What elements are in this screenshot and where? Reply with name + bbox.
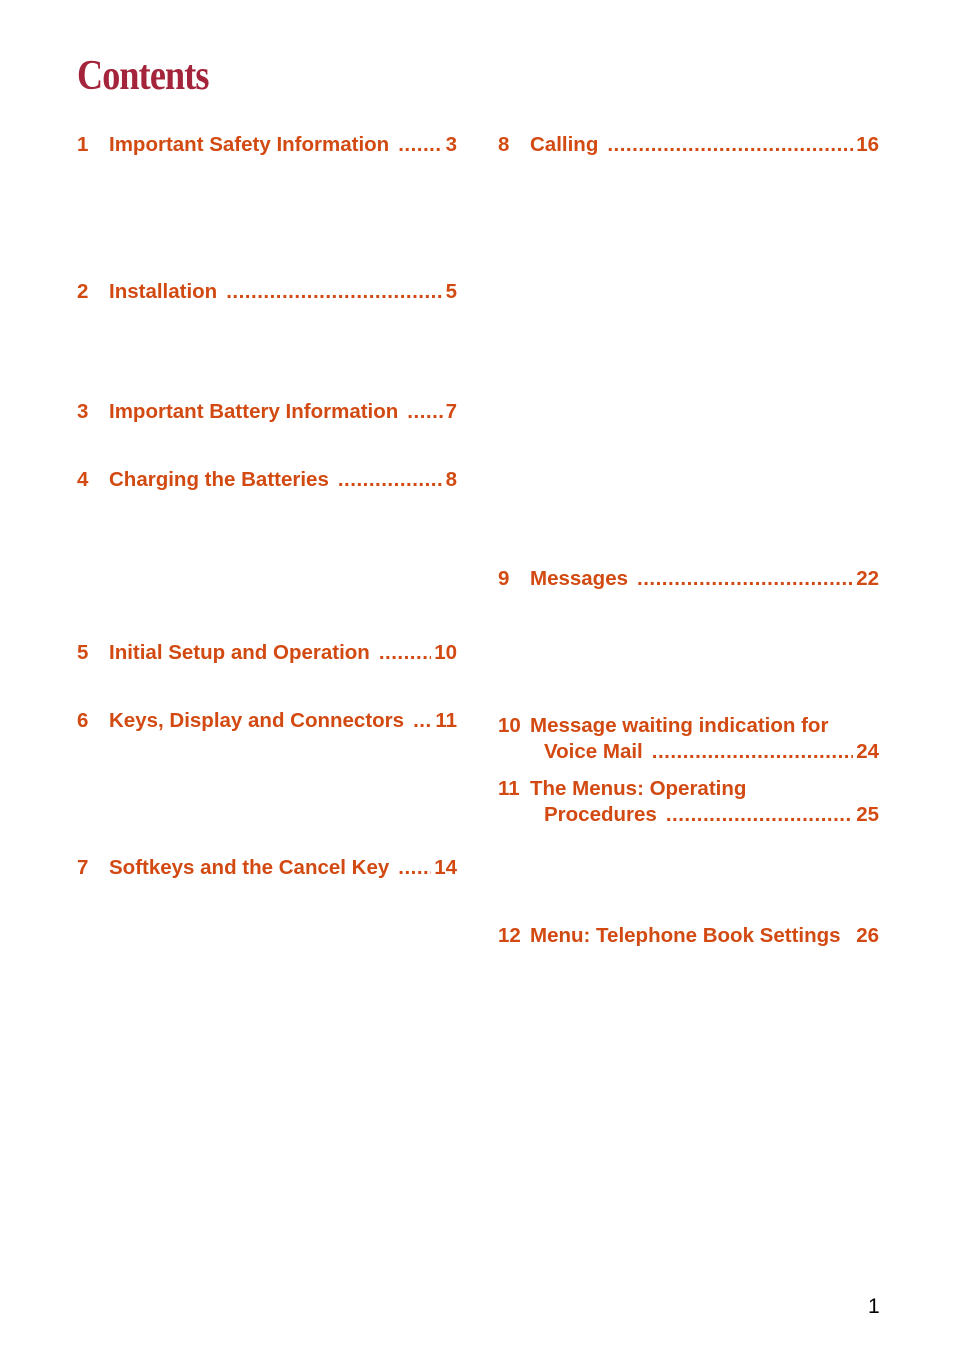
toc-entry-label: Messages — [530, 567, 629, 590]
dot-leader — [652, 739, 853, 765]
toc-entry-page: 25 — [856, 803, 879, 826]
toc-entry-page: 7 — [445, 400, 457, 423]
toc-entry-page: 10 — [434, 641, 457, 664]
toc-entry-1[interactable] — [77, 132, 457, 158]
toc-entry-number: 2 — [77, 280, 89, 303]
toc-entry-page: 22 — [856, 567, 879, 590]
toc-entry-number: 7 — [77, 856, 89, 879]
toc-entry-page: 14 — [434, 856, 457, 879]
toc-entry-label: Softkeys and the Cancel Key — [109, 856, 390, 879]
toc-entry-number: 3 — [77, 400, 89, 423]
toc-entry-label: Charging the Batteries — [109, 468, 329, 491]
dot-leader — [338, 467, 443, 493]
toc-entry-number: 10 — [498, 714, 521, 737]
toc-entry-11[interactable] — [498, 776, 879, 828]
toc-entry-7[interactable] — [77, 855, 457, 881]
toc-entry-2[interactable] — [77, 279, 457, 305]
toc-entry-10[interactable] — [498, 713, 879, 765]
toc-entry-3[interactable] — [77, 399, 457, 425]
toc-entry-label: Important Safety Information — [109, 133, 390, 156]
dot-leader — [398, 855, 431, 881]
page-title: Contents — [77, 53, 209, 99]
toc-entry-page: 24 — [856, 740, 879, 763]
toc-entry-label: Keys, Display and Connectors — [109, 709, 405, 732]
toc-entry-page: 26 — [856, 924, 879, 947]
toc-entry-number: 11 — [498, 777, 520, 800]
toc-entry-page: 11 — [435, 709, 457, 732]
toc-entry-label: Message waiting indication for — [530, 714, 829, 737]
toc-entry-page: 16 — [856, 133, 879, 156]
toc-entry-label: Initial Setup and Operation — [109, 641, 370, 664]
dot-leader — [666, 802, 853, 828]
toc-entry-label: Important Battery Information — [109, 400, 399, 423]
toc-entry-page: 3 — [445, 133, 457, 156]
toc-entry-page: 8 — [445, 468, 457, 491]
toc-entry-number: 9 — [498, 567, 510, 590]
toc-entry-number: 8 — [498, 133, 510, 156]
toc-entry-5[interactable] — [77, 640, 457, 666]
dot-leader — [407, 399, 442, 425]
toc-entry-label: The Menus: Operating — [530, 777, 747, 800]
toc-entry-number: 6 — [77, 709, 89, 732]
toc-entry-number: 5 — [77, 641, 89, 664]
toc-entry-label-continued: Procedures — [544, 803, 657, 826]
toc-entry-label: Installation — [109, 280, 218, 303]
toc-entry-8[interactable] — [498, 132, 879, 158]
dot-leader — [607, 132, 853, 158]
dot-leader — [379, 640, 431, 666]
toc-entry-label: Calling — [530, 133, 599, 156]
dot-leader — [398, 132, 442, 158]
toc-entry-page: 5 — [445, 280, 457, 303]
toc-entry-label-continued: Voice Mail — [544, 740, 643, 763]
toc-entry-label: Menu: Telephone Book Settings — [530, 924, 841, 947]
toc-entry-6[interactable] — [77, 708, 457, 734]
page-number: 1 — [868, 1295, 880, 1318]
toc-entry-12[interactable] — [498, 923, 879, 949]
toc-entry-number: 4 — [77, 468, 89, 491]
toc-entry-number: 1 — [77, 133, 89, 156]
toc-entry-number: 12 — [498, 924, 521, 947]
dot-leader — [637, 566, 853, 592]
toc-entry-9[interactable] — [498, 566, 879, 592]
toc-entry-4[interactable] — [77, 467, 457, 493]
dot-leader — [226, 279, 442, 305]
dot-leader — [413, 708, 432, 734]
